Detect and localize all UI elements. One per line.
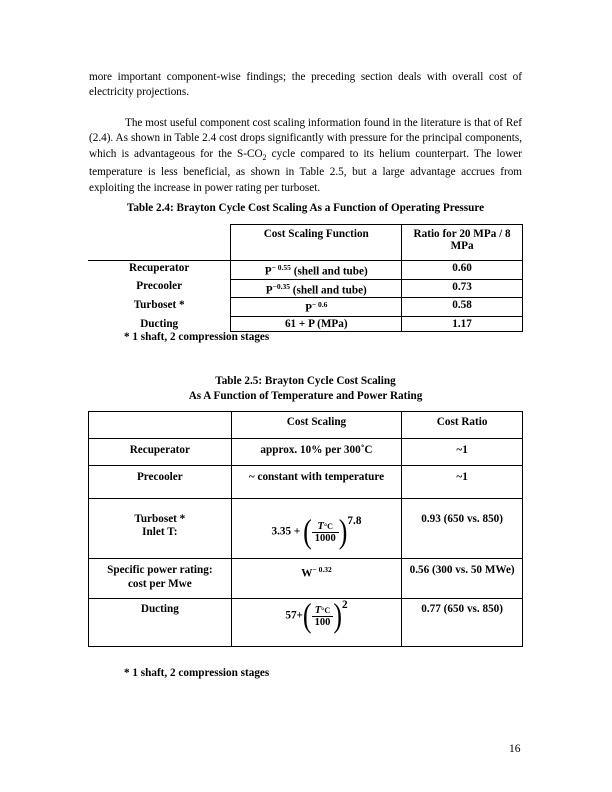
numerator-unit: °C — [321, 605, 331, 615]
row-scaling — [231, 261, 402, 280]
table-header-row — [89, 412, 523, 439]
left-paren: ( — [302, 596, 312, 635]
table-row — [89, 466, 523, 499]
table-row — [89, 559, 523, 599]
scaling-base: P — [264, 265, 272, 278]
page-number: 16 — [509, 743, 521, 755]
right-paren: ) — [338, 512, 348, 551]
header-cost-scaling: Cost Scaling — [231, 412, 402, 439]
row-label: Ducting — [89, 599, 232, 647]
caption-line-2: As A Function of Temperature and Power Rating — [188, 389, 423, 402]
row-label — [89, 499, 232, 559]
subscript-2: 2 — [262, 153, 267, 163]
table-2-4-footnote: * 1 shaft, 2 compression stages — [124, 331, 270, 343]
row-ratio: ~1 — [402, 439, 523, 466]
row-ratio: 0.56 (300 vs. 50 MWe) — [402, 559, 523, 599]
paragraph-cost-scaling — [89, 116, 522, 196]
table-2-4 — [88, 224, 523, 332]
row-scaling: ~ constant with temperature — [231, 466, 402, 499]
row-ratio: 0.93 (650 vs. 850) — [402, 499, 523, 559]
formula-coefficient: 57+ — [285, 609, 303, 622]
row-label: Recuperator — [89, 439, 232, 466]
row-label: Recuperator — [129, 262, 190, 274]
table-2-5-caption — [88, 374, 523, 403]
table-row — [88, 279, 523, 298]
paragraph-intro: more important component-wise findings; the preceding section deals with overall cost of electricity projections. — [89, 71, 522, 99]
row-label-line-1: Specific power rating: — [107, 564, 213, 576]
row-scaling-formula — [231, 596, 402, 647]
numerator-variable: T — [317, 520, 324, 532]
table-row — [89, 439, 523, 466]
numerator-variable: T — [314, 604, 322, 616]
row-label-line-2: cost per Mwe — [127, 578, 192, 590]
scaling-exponent: − 0.32 — [312, 565, 332, 574]
paragraph-text-1: The most useful component cost scaling information found in the literature is that of Ref (2.4). As shown in Table 2.4 cost drops significantly with pressure for the principal components, which is advantageous for the S-CO — [89, 117, 522, 160]
caption-line-1: Table 2.5: Brayton Cycle Cost Scaling — [215, 375, 396, 387]
table-2-5-footnote: * 1 shaft, 2 compression stages — [124, 667, 270, 679]
scaling-exponent: − 0.55 — [271, 263, 291, 272]
right-paren: ) — [333, 596, 342, 635]
row-label: Precooler — [89, 466, 232, 499]
table-row — [88, 298, 523, 317]
table-row — [89, 499, 523, 559]
scaling-suffix: (shell and tube) — [289, 284, 367, 297]
header-ratio: Ratio for 20 MPa / 8 MPa — [402, 225, 523, 261]
formula-exponent: 7.8 — [347, 515, 362, 527]
formula-exponent: 2 — [342, 599, 348, 611]
fraction-denominator: 100 — [314, 616, 331, 628]
left-paren: ( — [303, 512, 312, 551]
numerator-unit: °C — [323, 521, 333, 531]
table-row — [89, 599, 523, 647]
row-ratio: 0.60 — [402, 261, 523, 280]
row-ratio: 0.77 (650 vs. 850) — [402, 599, 523, 647]
scaling-exponent: −0.35 — [272, 281, 290, 291]
row-label: Ducting — [140, 317, 179, 330]
row-label — [89, 559, 232, 599]
header-cost-ratio: Cost Ratio — [402, 412, 523, 439]
table-2-4-caption: Table 2.4: Brayton Cycle Cost Scaling As a Function of Operating Pressure — [126, 202, 485, 214]
formula-fraction — [312, 521, 339, 544]
formula-fraction — [312, 605, 334, 628]
table-row — [88, 261, 523, 280]
paragraph-text-2: cycle compared to its helium counterpart. The lower temperature is less beneficial, as shown in Table 2.5, but a large advantage accrues from exploiting the increase in power rating per turboset. — [89, 147, 522, 194]
row-label: Turboset * — [133, 298, 185, 311]
row-ratio: 1.17 — [402, 317, 523, 332]
row-scaling — [231, 279, 402, 298]
row-ratio: 0.73 — [402, 279, 523, 298]
table-row — [88, 317, 523, 332]
row-ratio: ~1 — [402, 466, 523, 499]
scaling-exponent: − 0.6 — [311, 300, 328, 310]
header-cost-scaling-function: Cost Scaling Function — [231, 225, 402, 261]
scaling-suffix: (shell and tube) — [290, 265, 368, 278]
row-scaling — [231, 559, 402, 599]
scaling-base: P — [265, 284, 273, 297]
row-scaling — [231, 317, 402, 332]
header-empty-cell — [89, 412, 232, 439]
scaling-base: 61 + P (MPa) — [284, 318, 348, 331]
table-2-5 — [88, 411, 523, 647]
scaling-base: W — [301, 567, 313, 580]
fraction-denominator: 1000 — [314, 532, 336, 544]
row-label: Precooler — [136, 280, 183, 293]
row-scaling-formula — [231, 499, 402, 559]
fraction-numerator — [312, 521, 339, 533]
scaling-base: P — [305, 303, 312, 316]
row-ratio: 0.58 — [402, 298, 523, 317]
row-scaling: approx. 10% per 300˚C — [231, 439, 402, 466]
row-label-line-2: Inlet T: — [142, 526, 178, 538]
fraction-numerator — [312, 605, 334, 617]
header-empty-cell — [88, 225, 231, 261]
row-label-line-1: Turboset * — [134, 513, 186, 525]
row-scaling — [231, 298, 402, 317]
formula-coefficient: 3.35 + — [271, 525, 301, 538]
table-header-row — [88, 225, 523, 261]
